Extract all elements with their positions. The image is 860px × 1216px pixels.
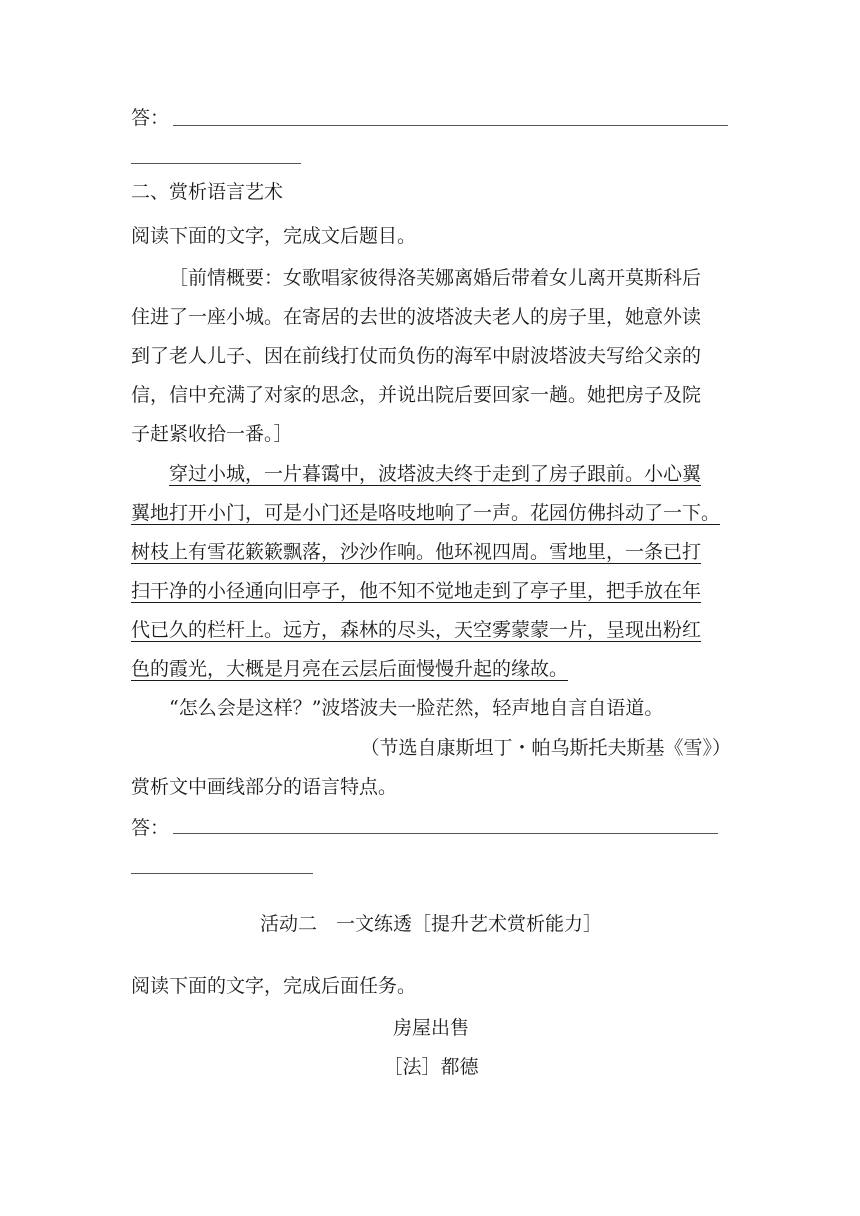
- underlined-passage-line: 扫干净的小径通向旧亭子，他不知不觉地走到了亭子里，把手放在年: [131, 580, 702, 602]
- summary-line: 住进了一座小城。在寄居的去世的波塔波夫老人的房子里，她意外读: [131, 306, 702, 328]
- q1-answer-line-1: [173, 125, 728, 126]
- q1-answer-label: 答：: [131, 107, 170, 129]
- q1-answer-line-2: [131, 163, 301, 164]
- underlined-passage-line: 穿过小城，一片暮霭中，波塔波夫终于走到了房子跟前。小心翼: [169, 463, 702, 485]
- dialogue-line: “怎么会是这样？”波塔波夫一脸茫然，轻声地自言自语道。: [169, 697, 664, 719]
- underlined-passage-line: 树枝上有雪花簌簌飘落，沙沙作响。他环视四周。雪地里，一条已打: [131, 541, 702, 563]
- section-heading: 二、赏析语言艺术: [131, 181, 284, 203]
- activity-instruction: 阅读下面的文字，完成后面任务。: [131, 975, 417, 997]
- source-citation: （节选自康斯坦丁・帕乌斯托夫斯基《雪》）: [360, 737, 731, 759]
- q2-answer-line-2: [131, 873, 313, 874]
- section-instruction: 阅读下面的文字，完成文后题目。: [131, 225, 417, 247]
- q2-answer-label: 答：: [131, 817, 170, 839]
- q2-answer-line-1: [173, 833, 718, 834]
- underlined-passage-line: 色的霞光，大概是月亮在云层后面慢慢升起的缘故。: [131, 658, 569, 680]
- summary-line: ［前情概要：女歌唱家彼得洛芙娜离婚后带着女儿离开莫斯科后: [169, 267, 702, 289]
- story-author: ［法］都德: [383, 1056, 479, 1078]
- underlined-passage-line: 翼地打开小门，可是小门还是咯吱地响了一声。花园仿佛抖动了一下。: [131, 502, 721, 524]
- summary-line: 到了老人儿子、因在前线打仗而负伤的海军中尉波塔波夫写给父亲的: [131, 345, 702, 367]
- question-text: 赏析文中画线部分的语言特点。: [131, 776, 398, 798]
- story-title: 房屋出售: [392, 1017, 469, 1039]
- summary-line: 信，信中充满了对家的思念，并说出院后要回家一趟。她把房子及院: [131, 384, 702, 406]
- underlined-passage-line: 代已久的栏杆上。远方，森林的尽头，天空雾蒙蒙一片，呈现出粉红: [131, 619, 702, 641]
- activity-title: 活动二 一文练透［提升艺术赏析能力］: [259, 913, 602, 935]
- summary-line: 子赶紧收拾一番。］: [131, 423, 293, 445]
